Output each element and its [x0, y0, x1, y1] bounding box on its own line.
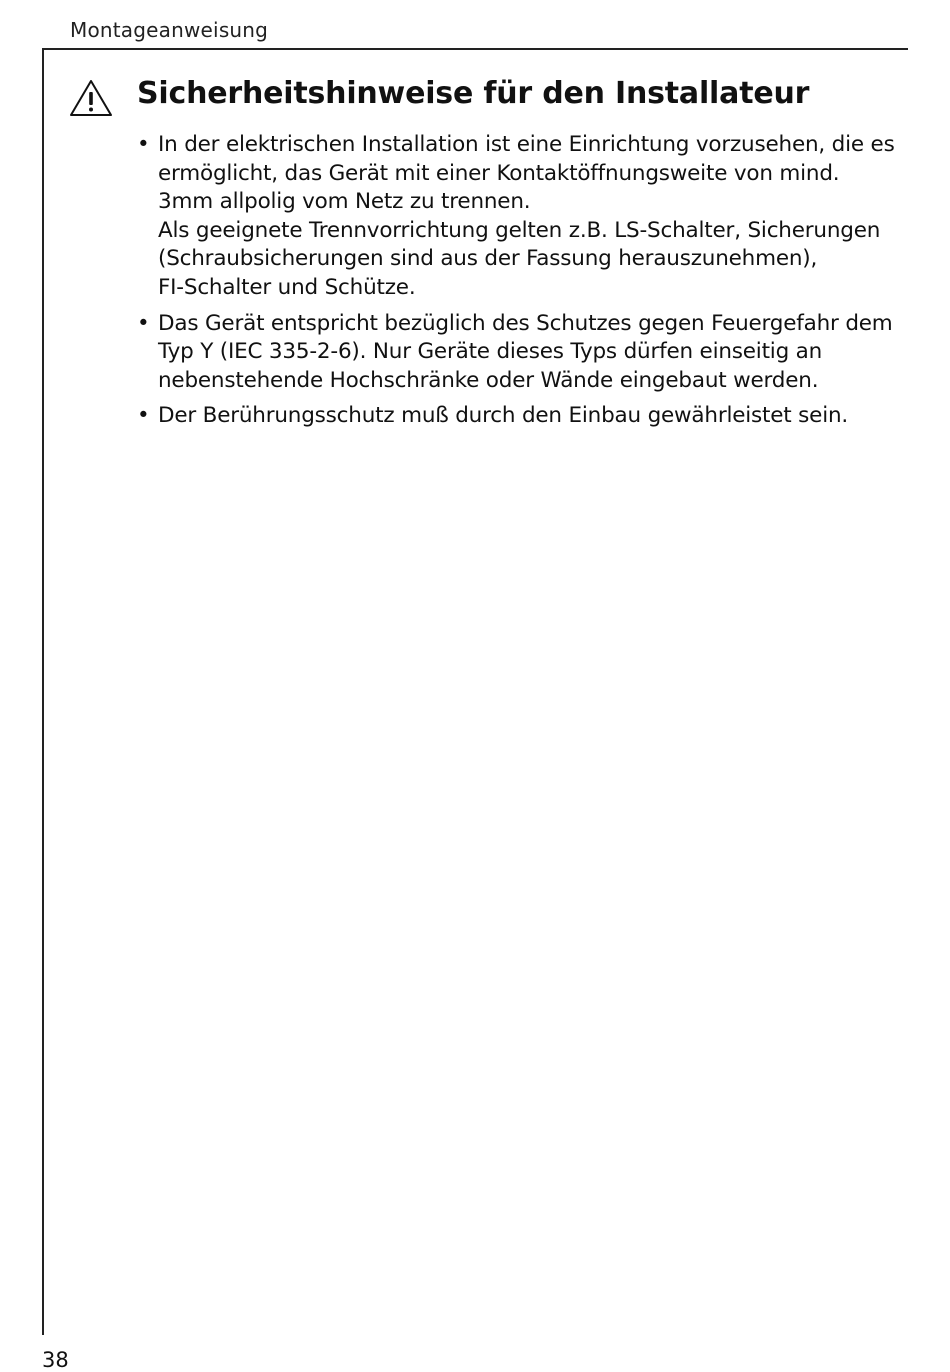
bullet-item-disconnect	[137, 131, 897, 303]
bullet-line: nebenstehende Hochschränke oder Wände eingebaut werden.	[158, 367, 819, 393]
bullet-line: Als geeignete Trennvorrichtung gelten z.B. LS-Schalter, Sicherungen	[158, 217, 881, 243]
bullet-item-contact-protection	[137, 402, 897, 431]
bullet-dot: •	[137, 310, 150, 336]
warning-triangle-icon	[68, 78, 114, 118]
bullet-line: Der Berührungsschutz muß durch den Einbau gewährleistet sein.	[158, 403, 849, 429]
bullet-line: (Schraubsicherungen sind aus der Fassung herauszunehmen),	[158, 246, 818, 272]
safety-bullet-list	[137, 131, 897, 438]
bullet-dot: •	[137, 403, 150, 429]
bullet-line: Typ Y (IEC 335-2-6). Nur Geräte dieses Typs dürfen einseitig an	[158, 339, 823, 365]
section-title: Sicherheitshinweise für den Installateur	[137, 76, 810, 111]
bullet-line: In der elektrischen Installation ist eine Einrichtung vorzusehen, die es	[158, 132, 895, 157]
bullet-line: Das Gerät entspricht bezüglich des Schutzes gegen Feuergefahr dem	[158, 310, 893, 336]
bullet-line: FI-Schalter und Schütze.	[158, 274, 416, 300]
bullet-dot: •	[137, 132, 150, 157]
bullet-item-fire-protection	[137, 310, 897, 396]
running-header: Montageanweisung	[70, 18, 269, 42]
header-rule	[43, 48, 908, 50]
bullet-line: ermöglicht, das Gerät mit einer Kontaktöffnungsweite von mind.	[158, 160, 840, 186]
side-rule	[42, 48, 44, 1335]
page-number: 38	[42, 1348, 69, 1372]
bullet-line: 3mm allpolig vom Netz zu trennen.	[158, 189, 531, 215]
